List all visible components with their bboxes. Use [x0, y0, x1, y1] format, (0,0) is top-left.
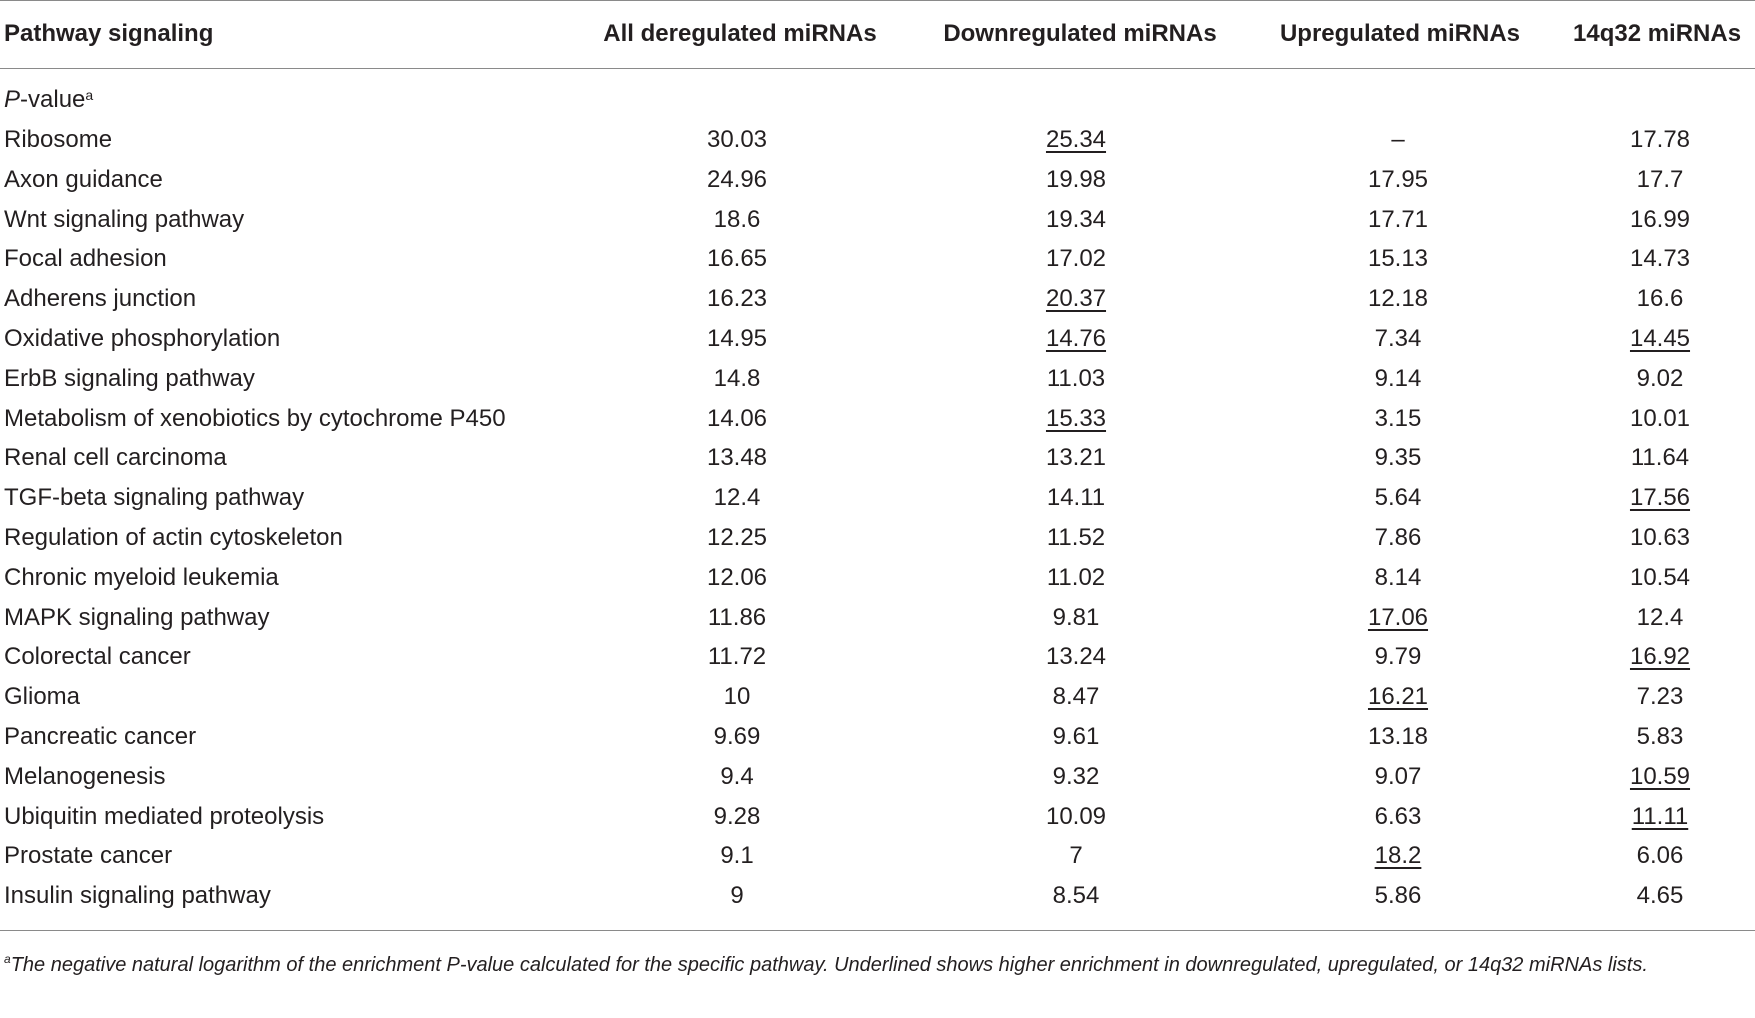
cell-upregulated: 17.95 — [1367, 165, 1429, 193]
cell-downregulated: 11.03 — [1046, 364, 1106, 392]
table-row — [0, 838, 1755, 878]
underlined-value: 14.76 — [1045, 324, 1107, 352]
table-footnote — [4, 950, 1754, 980]
cell-all-deregulated: 12.06 — [706, 563, 768, 591]
cell-pathway: Colorectal cancer — [4, 643, 191, 671]
table-row — [0, 122, 1755, 162]
cell-14q32: 6.06 — [1636, 842, 1684, 870]
cell-14q32: 14.73 — [1629, 245, 1691, 273]
table-row — [0, 241, 1755, 281]
underlined-value: 16.92 — [1629, 643, 1691, 671]
cell-downregulated: 9.81 — [1052, 603, 1100, 631]
table-row — [0, 560, 1755, 600]
cell-upregulated — [1362, 679, 1434, 715]
cell-14q32 — [1624, 799, 1696, 835]
cell-all-deregulated: 16.23 — [706, 285, 768, 313]
table-row — [0, 480, 1755, 520]
cell-14q32 — [1624, 480, 1696, 516]
cell-all-deregulated: 16.65 — [706, 245, 768, 273]
cell-pathway: Pancreatic cancer — [4, 722, 197, 750]
cell-all-deregulated: 11.72 — [707, 643, 767, 671]
table-bottom-rule — [0, 930, 1755, 931]
underlined-value: 20.37 — [1045, 285, 1107, 313]
cell-all-deregulated: 13.48 — [706, 444, 768, 472]
cell-14q32: 17.78 — [1629, 126, 1691, 153]
cell-all-deregulated: 14.06 — [706, 404, 768, 432]
cell-pathway: Melanogenesis — [4, 762, 166, 790]
cell-pathway: Axon guidance — [4, 165, 163, 193]
cell-downregulated: 14.11 — [1046, 484, 1106, 512]
footnote-marker: a — [4, 952, 11, 966]
cell-all-deregulated: 18.6 — [713, 205, 761, 233]
cell-all-deregulated: 11.86 — [707, 603, 767, 631]
cell-14q32: 10.63 — [1629, 523, 1691, 551]
table-row — [0, 679, 1755, 719]
cell-pathway: Wnt signaling pathway — [4, 205, 245, 233]
cell-pathway: Ubiquitin mediated proteolysis — [4, 802, 325, 830]
cell-upregulated — [1362, 600, 1434, 636]
pvalue-footnote-marker: a — [85, 87, 94, 103]
header-downregulated: Downregulated miRNAs — [943, 20, 1217, 47]
cell-all-deregulated: 9.28 — [713, 802, 761, 830]
pvalue-rest: -value — [20, 86, 86, 113]
cell-all-deregulated: 24.96 — [706, 165, 768, 193]
cell-14q32 — [1624, 639, 1696, 675]
cell-pathway: Insulin signaling pathway — [4, 882, 271, 910]
underlined-value: 16.21 — [1367, 683, 1429, 711]
cell-all-deregulated: 9 — [730, 882, 744, 910]
cell-upregulated: 9.07 — [1374, 762, 1422, 790]
cell-downregulated — [1040, 321, 1112, 357]
cell-14q32: 17.7 — [1636, 165, 1684, 193]
cell-downregulated — [1040, 401, 1112, 437]
header-all-deregulated: All deregulated miRNAs — [603, 20, 877, 47]
cell-downregulated: 8.54 — [1052, 882, 1100, 910]
table-row — [0, 600, 1755, 640]
cell-upregulated: 7.34 — [1374, 324, 1422, 352]
table-row — [0, 759, 1755, 799]
cell-14q32: 10.01 — [1629, 404, 1691, 432]
table-row — [0, 321, 1755, 361]
cell-14q32: 11.64 — [1630, 444, 1690, 472]
cell-14q32: 7.23 — [1636, 683, 1684, 711]
header-14q32: 14q32 miRNAs — [1573, 20, 1742, 47]
underlined-value: 17.06 — [1367, 603, 1429, 631]
cell-upregulated: 9.35 — [1374, 444, 1422, 472]
table-row — [0, 401, 1755, 441]
cell-all-deregulated: 9.1 — [720, 842, 754, 870]
footnote-text: The negative natural logarithm of the enrichment P-value calculated for the specific pathway. Underlined shows higher enrichment in downregulated, upregulated, or 14q32 miRNAs lists. — [10, 954, 1648, 976]
table-row — [0, 440, 1755, 480]
underlined-value: 15.33 — [1045, 404, 1107, 432]
cell-14q32: 5.83 — [1636, 722, 1684, 750]
cell-upregulated: 15.13 — [1367, 245, 1429, 273]
pvalue-italic: P — [4, 86, 21, 113]
cell-downregulated: 10.09 — [1045, 802, 1107, 830]
cell-pathway: Adherens junction — [4, 285, 197, 313]
cell-all-deregulated: 14.8 — [713, 364, 761, 392]
cell-downregulated: 7 — [1069, 842, 1083, 870]
underlined-value: 10.59 — [1629, 762, 1691, 790]
cell-downregulated: 8.47 — [1052, 683, 1100, 711]
cell-pathway: MAPK signaling pathway — [4, 603, 270, 631]
cell-14q32: 10.54 — [1629, 563, 1691, 591]
cell-all-deregulated: 10 — [723, 683, 751, 711]
cell-14q32: 12.4 — [1636, 603, 1684, 631]
cell-downregulated — [1040, 281, 1112, 317]
cell-downregulated: 9.61 — [1052, 722, 1100, 750]
table-row — [0, 878, 1755, 918]
cell-downregulated: 17.02 — [1045, 245, 1107, 273]
cell-upregulated: 7.86 — [1374, 523, 1422, 551]
cell-pathway: Metabolism of xenobiotics by cytochrome P450 — [4, 404, 506, 432]
cell-downregulated: 11.52 — [1046, 523, 1106, 551]
cell-upregulated: 12.18 — [1367, 285, 1429, 313]
table-row — [0, 361, 1755, 401]
cell-all-deregulated: 9.69 — [713, 722, 761, 750]
cell-14q32: 9.02 — [1636, 364, 1684, 392]
cell-14q32: 16.6 — [1636, 285, 1684, 313]
cell-downregulated: 9.32 — [1052, 762, 1100, 790]
cell-14q32: 16.99 — [1629, 205, 1691, 233]
cell-all-deregulated: 12.25 — [706, 523, 768, 551]
header-rule — [0, 68, 1755, 69]
cell-upregulated: 3.15 — [1374, 404, 1422, 432]
header-pathway: Pathway signaling — [4, 20, 214, 47]
table-row — [0, 281, 1755, 321]
table-row — [0, 162, 1755, 202]
cell-pathway: Renal cell carcinoma — [4, 444, 227, 472]
cell-all-deregulated: 12.4 — [713, 484, 761, 512]
cell-pathway: Oxidative phosphorylation — [4, 324, 281, 352]
cell-upregulated: – — [1391, 126, 1405, 153]
underlined-value: 14.45 — [1629, 324, 1691, 352]
table-row — [0, 719, 1755, 759]
cell-upregulated: 13.18 — [1367, 722, 1429, 750]
table-row — [0, 520, 1755, 560]
table-row — [0, 639, 1755, 679]
cell-downregulated: 11.02 — [1046, 563, 1106, 591]
cell-upregulated: 8.14 — [1374, 563, 1422, 591]
cell-downregulated — [1040, 122, 1112, 158]
cell-pathway: Focal adhesion — [4, 245, 167, 273]
cell-upregulated: 5.86 — [1374, 882, 1422, 910]
underlined-value: 17.56 — [1629, 484, 1691, 512]
cell-pathway: Chronic myeloid leukemia — [4, 563, 279, 591]
cell-all-deregulated: 9.4 — [720, 762, 754, 790]
cell-upregulated: 6.63 — [1374, 802, 1422, 830]
underlined-value: 11.11 — [1631, 802, 1689, 830]
cell-14q32: 4.65 — [1636, 882, 1684, 910]
cell-14q32 — [1624, 759, 1696, 795]
cell-downregulated: 13.21 — [1045, 444, 1107, 472]
cell-pathway: ErbB signaling pathway — [4, 364, 255, 392]
cell-all-deregulated: 30.03 — [706, 126, 768, 153]
cell-upregulated: 17.71 — [1367, 205, 1429, 233]
pvalue-subheader — [4, 82, 93, 118]
table-body — [0, 122, 1755, 918]
table-top-rule — [0, 0, 1755, 1]
cell-downregulated: 19.98 — [1045, 165, 1107, 193]
cell-all-deregulated: 14.95 — [706, 324, 768, 352]
cell-14q32 — [1624, 321, 1696, 357]
cell-pathway: TGF-beta signaling pathway — [4, 484, 305, 512]
cell-upregulated: 9.79 — [1374, 643, 1422, 671]
underlined-value: 18.2 — [1374, 842, 1422, 870]
cell-downregulated: 19.34 — [1045, 205, 1107, 233]
cell-upregulated: 5.64 — [1374, 484, 1422, 512]
table-row — [0, 202, 1755, 242]
underlined-value: 25.34 — [1045, 126, 1107, 153]
cell-upregulated — [1362, 838, 1434, 874]
header-upregulated: Upregulated miRNAs — [1279, 20, 1521, 47]
cell-pathway: Prostate cancer — [4, 842, 173, 870]
cell-pathway: Glioma — [4, 683, 81, 711]
cell-upregulated: 9.14 — [1374, 364, 1422, 392]
cell-downregulated: 13.24 — [1045, 643, 1107, 671]
cell-pathway: Ribosome — [4, 126, 113, 153]
cell-pathway: Regulation of actin cytoskeleton — [4, 523, 343, 551]
table-row — [0, 799, 1755, 839]
